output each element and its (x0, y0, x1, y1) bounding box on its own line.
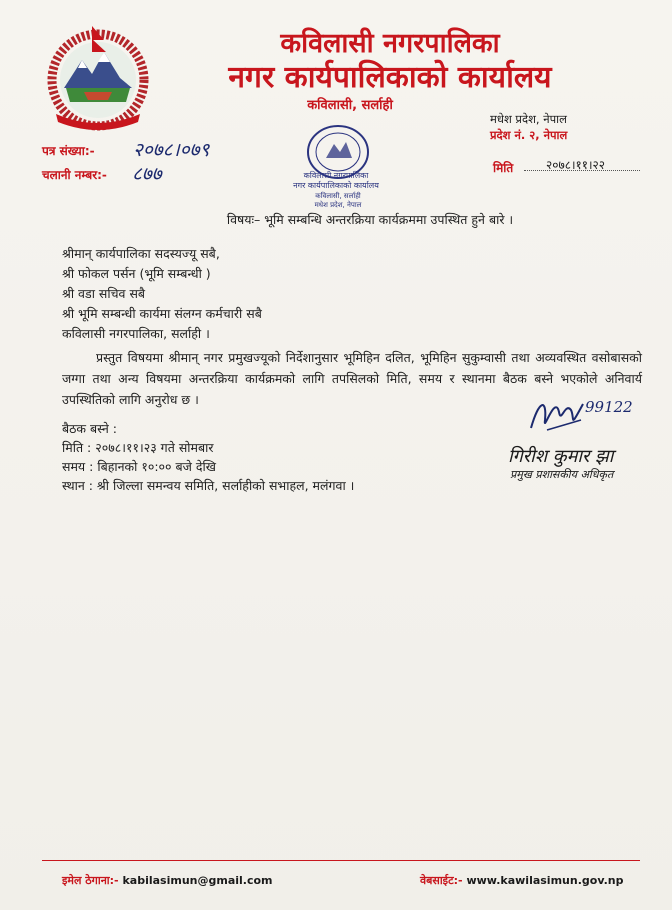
stamp-line-1: कविलासी नगरपालिका (303, 171, 369, 180)
date-label: मिति (493, 161, 514, 175)
recipient-line: कविलासी नगरपालिका, सर्लाही । (62, 326, 210, 341)
office-location: कविलासी, सर्लाही (307, 98, 393, 113)
signatory-name: गिरीश कुमार झा (508, 446, 614, 467)
date-value: २०७८।११।२२ (546, 158, 606, 172)
dispatch-no-label: चलानी नम्बर:- (42, 168, 107, 182)
municipality-name: कविलासी नगरपालिका (280, 28, 500, 59)
footer-website (420, 873, 623, 888)
stamp-line-3: कविलासी, सर्लाही (315, 192, 361, 200)
nepal-emblem-icon (34, 22, 162, 134)
letter-no-value: २०७८।०७९ (133, 139, 210, 161)
recipient-line: श्री वडा सचिव सबै (62, 286, 146, 301)
office-stamp (278, 112, 396, 212)
office-name: नगर कार्यपालिकाको कार्यालय (228, 60, 552, 95)
footer-divider (42, 860, 640, 861)
recipient-line: श्री भूमि सम्बन्धी कार्यमा संलग्न कर्मचारी सबै (62, 306, 262, 321)
meeting-place: स्थान : श्री जिल्ला समन्वय समिति, सर्लाहीको सभाहल, मलंगवा । (62, 478, 355, 493)
letter-no-label: पत्र संख्या:- (42, 144, 95, 158)
recipient-line: श्रीमान् कार्यपालिका सदस्यज्यू सबै, (62, 246, 220, 261)
email-label: इमेल ठेगाना:- (62, 874, 119, 887)
website-label: वेबसाईट:- (420, 874, 463, 887)
meeting-date: मिति : २०७८।११।२३ गते सोमबार (62, 440, 214, 455)
email-value[interactable]: kabilasimun@gmail.com (122, 874, 273, 887)
province-number: प्रदेश नं. २, नेपाल (490, 128, 568, 142)
website-value[interactable]: www.kawilasimun.gov.np (466, 874, 624, 887)
stamp-line-2: नगर कार्यपालिकाको कार्यालय (293, 181, 379, 190)
recipient-line: श्री फोकल पर्सन (भूमि सम्बन्धी ) (62, 266, 211, 281)
letter-subject: विषयः– भूमि सम्बन्धि अन्तरक्रिया कार्यक्रममा उपस्थित हुने बारे । (226, 212, 514, 227)
signature-date: 99122 (585, 398, 633, 416)
letter-body: प्रस्तुत विषयमा श्रीमान् नगर प्रमुखज्यूको निर्देशानुसार भूमिहिन दलित, भूमिहिन सुकुम्वासी तथा अव्यवस्थित वसोबासको जग्गा तथा अन्य विषयमा अन्तरक्रिया कार्यक्रमको लागि तपसिलको मिति, समय र स्थानमा बैठक बस्ने भएकोले अनिवार्य उपस्थितिको लागि अनुरोध छ । (62, 350, 642, 407)
stamp-line-4: मधेश प्रदेश, नेपाल (314, 201, 362, 209)
meeting-heading: बैठक बस्ने : (62, 421, 118, 436)
province-address: मधेश प्रदेश, नेपाल (490, 112, 567, 126)
meeting-time: समय : बिहानको १०:०० बजे देखि (62, 459, 217, 474)
dispatch-no-value: ८७७ (132, 163, 162, 185)
footer-email (62, 873, 273, 888)
signatory-title: प्रमुख प्रशासकीय अधिकृत (510, 468, 614, 481)
